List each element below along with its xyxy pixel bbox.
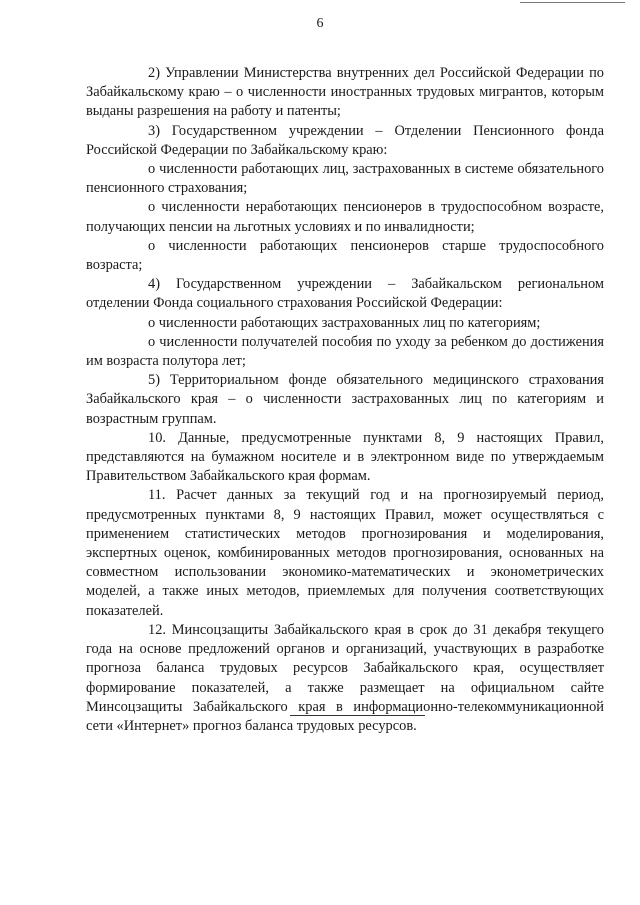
paragraph-sub-working-insured: о численности работающих лиц, застрахованных в системе обязательного пенсионного страхования;: [86, 161, 604, 197]
paragraph-clause-12: 12. Минсоцзащиты Забайкальского края в срок до 31 декабря текущего года на основе предложений органов и организаций, участвующих в разработке прогноза баланса трудовых ресурсов Забайкальского края, осуществляет формирование показателей, а также размещает на официальном сайте Минсоцзащиты Забайкальского края в информационно-телекоммуникационной сети «Интернет» прогноз баланса трудовых ресурсов.: [86, 621, 604, 734]
paragraph-sub-insured-categories: о численности работающих застрахованных лиц по категориям;: [148, 314, 541, 331]
end-of-document-rule: [290, 715, 425, 716]
paragraph-item-3: 3) Государственном учреждении – Отделении Пенсионного фонда Российской Федерации по Забайкальскому краю:: [86, 122, 604, 158]
paragraph-sub-working-pensioners: о численности работающих пенсионеров старше трудоспособного возраста;: [86, 237, 604, 274]
paragraph-sub-childcare-benefit: о численности получателей пособия по уходу за ребенком до достижения им возраста полутора лет;: [86, 333, 604, 370]
header-rule: [520, 2, 625, 3]
paragraph-item-5: 5) Территориальном фонде обязательного медицинского страхования Забайкальского края – о численности застрахованных лиц по категориям и возрастным группам.: [86, 372, 604, 427]
document-body: [86, 64, 604, 736]
paragraph-item-2: 2) Управлении Министерства внутренних дел Российской Федерации по Забайкальскому краю – о численности иностранных трудовых мигрантов, которым выданы разрешения на работу и патенты;: [86, 65, 604, 120]
paragraph-item-4: 4) Государственном учреждении – Забайкальском региональном отделении Фонда социального страхования Российской Федерации:: [86, 276, 604, 312]
paragraph-clause-10: 10. Данные, предусмотренные пунктами 8, 9 настоящих Правил, представляются на бумажном носителе и в электронном виде по утверждаемым Правительством Забайкальского края формам.: [86, 429, 604, 485]
page-number: 6: [316, 16, 324, 31]
paragraph-clause-11: 11. Расчет данных за текущий год и на прогнозируемый период, предусмотренных пунктами 8, 9 настоящих Правил, может осуществляться с применением статистических методов прогнозирования и моделирования, экспертных оценок, комбинированных методов прогнозирования, основанных на совместном использовании экономико-математических и эконометрических моделей, а также иных методов, приемлемых для получения соответствующих показателей.: [86, 487, 604, 619]
paragraph-sub-nonworking-pensioners: о численности неработающих пенсионеров в трудоспособном возрасте, получающих пенсии на льготных условиях и по инвалидности;: [86, 199, 604, 235]
